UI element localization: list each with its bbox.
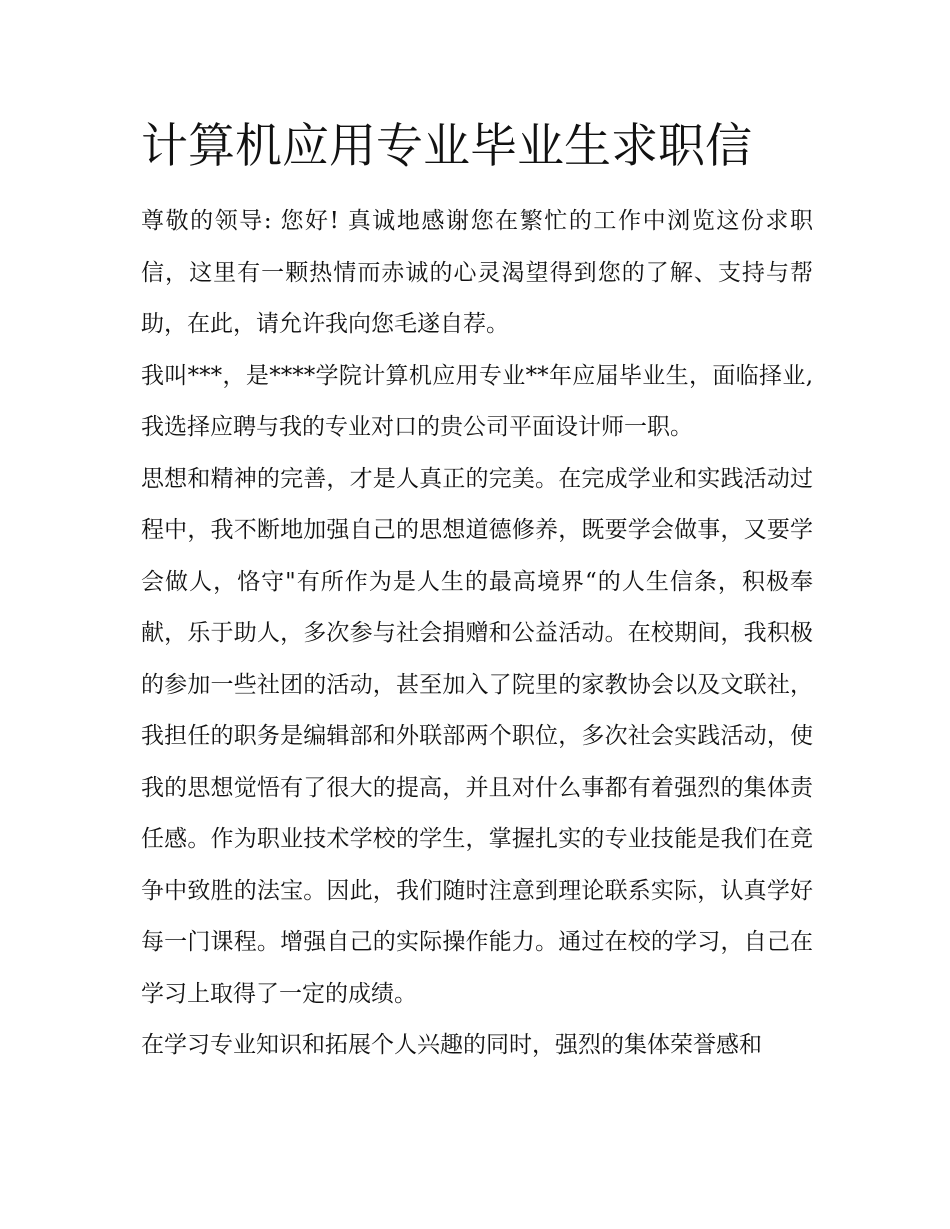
document-title: 计算机应用专业毕业生求职信 bbox=[141, 119, 752, 174]
document-page bbox=[141, 112, 813, 1072]
paragraph-greeting: 尊敬的领导: 您好! 真诚地感谢您在繁忙的工作中浏览这份求职信，这里有一颗热情而赤诚的心灵渴望得到您的了解、支持与帮助，在此，请允许我向您毛遂自荐。 bbox=[141, 208, 813, 337]
paragraph-continued: 在学习专业知识和拓展个人兴趣的同时，强烈的集体荣誉感和 bbox=[141, 1032, 762, 1058]
paragraph-character-and-school: 思想和精神的完善，才是人真正的完美。在完成学业和实践活动过程中，我不断地加强自己的思想道德修养，既要学会做事，又要学会做人，恪守"有所作为是人生的最高境界“的人生信条，积极奉献，乐于助人，多次参与社会捐赠和公益活动。在校期间，我积极的参加一些社团的活动，甚至加入了院里的家教协会以及文联社，我担任的职务是编辑部和外联部两个职位，多次社会实践活动，使我的思想觉悟有了很大的提高，并且对什么事都有着强烈的集体责任感。作为职业技术学校的学生，掌握扎实的专业技能是我们在竞争中致胜的法宝。因此，我们随时注意到理论联系实际，认真学好每一门课程。增强自己的实际操作能力。通过在校的学习，自己在学习上取得了一定的成绩。 bbox=[141, 465, 813, 1007]
document-body bbox=[141, 196, 813, 1072]
paragraph-introduction: 我叫***，是****学院计算机应用专业**年应届毕业生，面临择业,我选择应聘与我的专业对口的贵公司平面设计师一职。 bbox=[141, 362, 813, 440]
